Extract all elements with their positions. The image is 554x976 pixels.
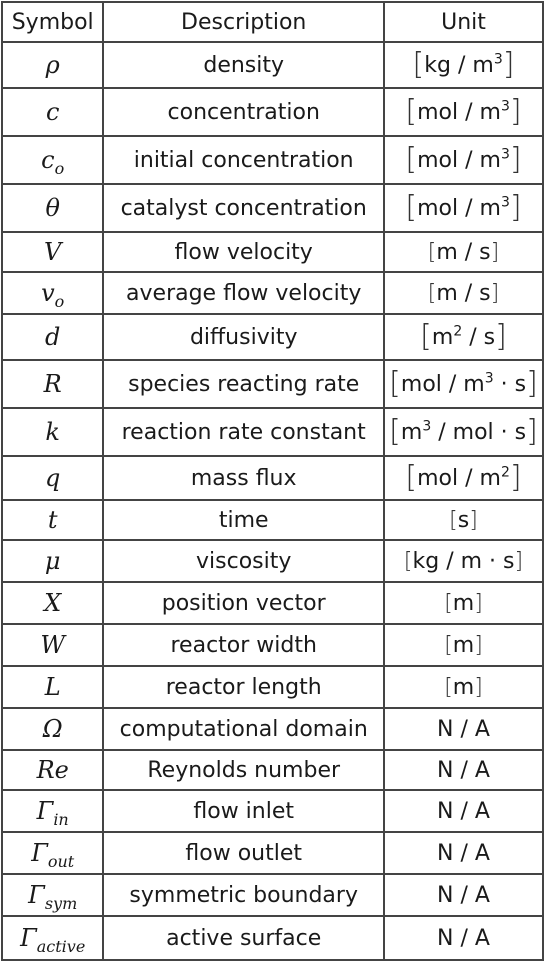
unit-cell (384, 314, 543, 360)
description-cell: time (103, 500, 384, 540)
symbol-text: μ (44, 547, 61, 575)
unit-text: m / s (436, 239, 491, 265)
unit-bracket: ] (495, 318, 507, 354)
symbol-text: q (45, 464, 61, 492)
symbol-text: Γ (31, 839, 48, 867)
description-cell: Reynolds number (103, 750, 384, 790)
symbol-cell (2, 582, 103, 624)
symbol-cell (2, 272, 103, 314)
symbol-cell (2, 500, 103, 540)
table-row (2, 456, 543, 500)
symbol-text: k (45, 418, 60, 446)
symbol-text: W (40, 631, 66, 659)
description-cell: concentration (103, 88, 384, 136)
unit-text: mol / m (400, 371, 485, 397)
symbol-cell (2, 708, 103, 750)
table-row (2, 666, 543, 708)
symbol-text: d (45, 323, 61, 351)
table-row (2, 624, 543, 666)
unit-exponent: 2 (500, 464, 510, 481)
unit-text: m / s (436, 280, 491, 306)
unit-bracket: ] (509, 141, 522, 177)
unit-cell (384, 750, 543, 790)
symbol-subscript: in (53, 809, 69, 829)
unit-exponent: 3 (500, 98, 510, 115)
symbol-subscript: o (54, 158, 65, 178)
unit-text: mol / m (417, 465, 501, 491)
header-row (2, 2, 543, 42)
symbol-text: V (44, 238, 62, 266)
symbol-cell (2, 456, 103, 500)
unit-bracket: ] (509, 93, 522, 129)
unit-bracket: [ (405, 93, 418, 129)
unit-cell (384, 624, 543, 666)
unit-bracket: ] (509, 459, 522, 495)
unit-exponent: 3 (484, 370, 494, 387)
symbol-cell (2, 832, 103, 874)
symbol-cell (2, 750, 103, 790)
symbol-text: Γ (28, 881, 45, 909)
unit-bracket: [ (389, 413, 401, 449)
unit-cell (384, 136, 543, 184)
nomenclature-table (1, 1, 544, 961)
symbol-text: Γ (20, 924, 37, 952)
description-cell: active surface (103, 916, 384, 960)
table-row (2, 184, 543, 232)
unit-cell (384, 408, 543, 456)
unit-text: N / A (437, 757, 490, 783)
table-row (2, 916, 543, 960)
description-cell: reactor width (103, 624, 384, 666)
symbol-text: Ω (42, 715, 63, 743)
unit-text: N / A (437, 798, 490, 824)
unit-text: m (431, 324, 454, 350)
description-cell: flow velocity (103, 232, 384, 272)
unit-bracket: [ (405, 141, 418, 177)
header-symbol: Symbol (2, 2, 103, 42)
description-cell: average flow velocity (103, 272, 384, 314)
unit-text: kg / m (424, 52, 494, 78)
unit-exponent: 3 (500, 194, 510, 211)
symbol-text: L (44, 673, 61, 701)
unit-bracket: [ (389, 365, 401, 401)
unit-bracket: ] (474, 590, 483, 616)
unit-text-tail: · s (493, 371, 527, 397)
table-row (2, 540, 543, 582)
description-cell: position vector (103, 582, 384, 624)
symbol-cell (2, 314, 103, 360)
table-row (2, 88, 543, 136)
unit-bracket: [ (403, 548, 413, 574)
header-description: Description (103, 2, 384, 42)
symbol-cell (2, 136, 103, 184)
unit-cell (384, 790, 543, 832)
unit-cell (384, 184, 543, 232)
description-cell: flow outlet (103, 832, 384, 874)
unit-cell (384, 874, 543, 916)
unit-cell (384, 42, 543, 88)
table-row (2, 136, 543, 184)
unit-bracket: [ (427, 239, 437, 265)
unit-bracket: ] (526, 365, 538, 401)
table-row (2, 360, 543, 408)
unit-text: kg / m · s (412, 548, 515, 574)
symbol-cell (2, 360, 103, 408)
unit-bracket: ] (474, 674, 483, 700)
symbol-subscript: active (36, 936, 86, 956)
unit-cell (384, 456, 543, 500)
unit-bracket: [ (449, 507, 458, 533)
unit-bracket: [ (412, 46, 425, 82)
table-row (2, 750, 543, 790)
unit-text: m (452, 590, 475, 616)
table-row (2, 272, 543, 314)
unit-cell (384, 272, 543, 314)
symbol-cell (2, 874, 103, 916)
table-row (2, 708, 543, 750)
unit-cell (384, 832, 543, 874)
symbol-cell (2, 232, 103, 272)
symbol-cell (2, 42, 103, 88)
unit-bracket: [ (420, 318, 432, 354)
unit-bracket: ] (474, 632, 483, 658)
symbol-text: t (47, 506, 58, 534)
table-row (2, 232, 543, 272)
unit-text-tail: / s (462, 324, 496, 350)
unit-cell (384, 360, 543, 408)
unit-text: N / A (437, 840, 490, 866)
table-row (2, 42, 543, 88)
table-row (2, 582, 543, 624)
unit-cell (384, 500, 543, 540)
symbol-text: X (44, 589, 62, 617)
unit-bracket: [ (444, 632, 453, 658)
unit-text: mol / m (417, 195, 501, 221)
unit-cell (384, 666, 543, 708)
description-cell: species reacting rate (103, 360, 384, 408)
table-row (2, 408, 543, 456)
description-cell: symmetric boundary (103, 874, 384, 916)
unit-cell (384, 88, 543, 136)
symbol-text: c (41, 146, 55, 174)
description-cell: initial concentration (103, 136, 384, 184)
description-cell: density (103, 42, 384, 88)
unit-bracket: ] (490, 239, 500, 265)
unit-bracket: ] (490, 280, 500, 306)
unit-cell (384, 708, 543, 750)
symbol-text: c (45, 98, 60, 126)
unit-text: mol / m (417, 147, 501, 173)
symbol-text: v (41, 279, 55, 307)
unit-text: s (457, 507, 470, 533)
unit-bracket: [ (405, 189, 418, 225)
unit-bracket: [ (444, 590, 453, 616)
symbol-cell (2, 540, 103, 582)
table-row (2, 874, 543, 916)
unit-cell (384, 916, 543, 960)
unit-cell (384, 582, 543, 624)
unit-bracket: [ (427, 280, 437, 306)
unit-text: N / A (437, 716, 490, 742)
symbol-subscript: sym (44, 893, 78, 913)
symbol-cell (2, 624, 103, 666)
symbol-cell (2, 184, 103, 232)
description-cell: reactor length (103, 666, 384, 708)
symbol-cell (2, 408, 103, 456)
description-cell: mass flux (103, 456, 384, 500)
description-cell: catalyst concentration (103, 184, 384, 232)
description-cell: reaction rate constant (103, 408, 384, 456)
unit-text: N / A (437, 882, 490, 908)
unit-bracket: ] (469, 507, 478, 533)
table-row (2, 832, 543, 874)
unit-bracket: ] (526, 413, 538, 449)
symbol-text: Re (36, 756, 69, 784)
header-unit: Unit (384, 2, 543, 42)
unit-text: m (452, 632, 475, 658)
unit-bracket: ] (514, 548, 524, 574)
unit-exponent: 3 (500, 146, 510, 163)
unit-text: N / A (437, 925, 490, 951)
description-cell: diffusivity (103, 314, 384, 360)
table-row (2, 790, 543, 832)
unit-cell (384, 540, 543, 582)
table-row (2, 314, 543, 360)
unit-exponent: 3 (493, 51, 503, 68)
symbol-cell (2, 666, 103, 708)
unit-text-tail: / mol · s (431, 419, 527, 445)
unit-exponent: 3 (422, 418, 432, 435)
unit-bracket: [ (444, 674, 453, 700)
unit-exponent: 2 (453, 323, 463, 340)
symbol-text: ρ (45, 51, 60, 79)
table-row (2, 500, 543, 540)
unit-text: m (452, 674, 475, 700)
description-cell: computational domain (103, 708, 384, 750)
symbol-subscript: out (47, 851, 75, 871)
unit-cell (384, 232, 543, 272)
unit-bracket: ] (509, 189, 522, 225)
description-cell: viscosity (103, 540, 384, 582)
symbol-subscript: o (54, 291, 65, 311)
symbol-cell (2, 916, 103, 960)
symbol-text: Γ (36, 797, 54, 825)
unit-text: mol / m (417, 99, 501, 125)
symbol-text: θ (45, 194, 60, 222)
unit-text: m (400, 419, 423, 445)
description-cell: flow inlet (103, 790, 384, 832)
symbol-cell (2, 790, 103, 832)
symbol-cell (2, 88, 103, 136)
symbol-text: R (43, 370, 62, 398)
unit-bracket: ] (502, 46, 515, 82)
unit-bracket: [ (405, 459, 418, 495)
